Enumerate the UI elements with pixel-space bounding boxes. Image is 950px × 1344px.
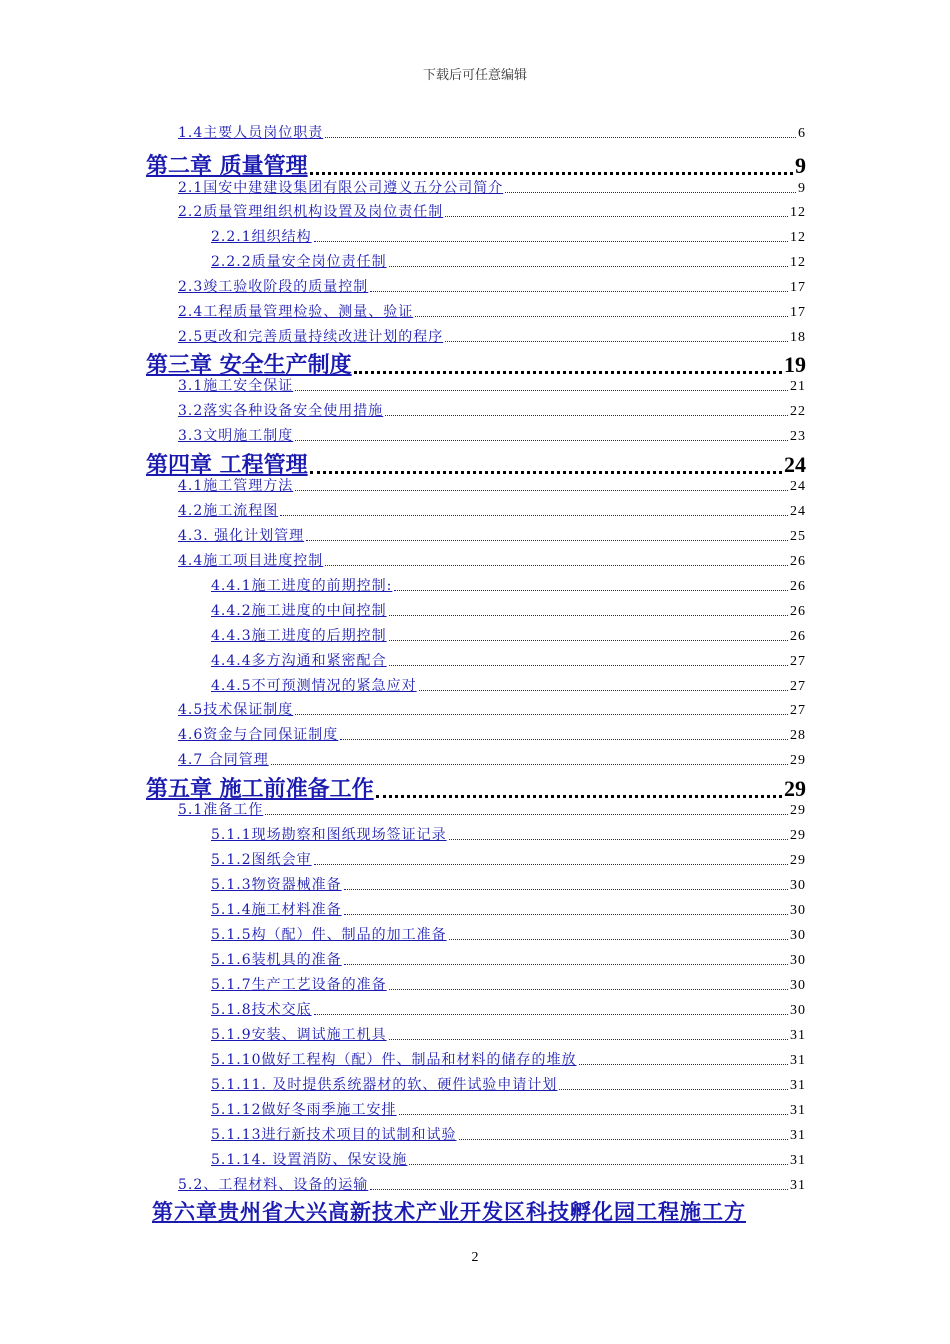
page-number: 2 — [471, 1250, 479, 1265]
toc-leader-dots — [271, 764, 788, 765]
toc-entry-page: 30 — [790, 978, 806, 993]
toc-entry-page: 29 — [790, 803, 806, 818]
toc-leader-dots — [394, 590, 788, 591]
toc-entry[interactable] — [211, 226, 806, 246]
toc-entry[interactable] — [178, 177, 806, 197]
toc-entry-title[interactable]: 4.3. 强化计划管理 — [178, 528, 305, 544]
toc-entry[interactable] — [178, 400, 806, 420]
toc-entry[interactable] — [178, 475, 806, 495]
toc-entry-page: 31 — [790, 1078, 806, 1093]
toc-entry-title[interactable]: 2.2.2质量安全岗位责任制 — [211, 254, 387, 270]
toc-entry[interactable] — [211, 251, 806, 271]
toc-entry-title[interactable]: 2.2.1组织结构 — [211, 229, 312, 245]
page-header: 下载后可任意编辑 — [422, 68, 527, 83]
toc-chapter-six-link[interactable]: 第六章贵州省大兴高新技术产业开发区科技孵化园工程施工方 — [152, 1199, 746, 1224]
toc-entry-page: 24 — [790, 479, 806, 494]
toc-entry-page: 27 — [790, 679, 806, 694]
toc-leader-dots — [306, 540, 788, 541]
toc-leader-dots — [354, 371, 782, 374]
toc-leader-dots — [310, 471, 782, 474]
toc-entry-title[interactable]: 3.2落实各种设备安全使用措施 — [178, 403, 384, 419]
toc-entry-title[interactable]: 5.1.4施工材料准备 — [211, 902, 342, 918]
toc-entry-title[interactable]: 1.4主要人员岗位职责 — [178, 125, 324, 141]
toc-leader-dots — [419, 690, 788, 691]
toc-leader-dots — [389, 665, 788, 666]
toc-leader-dots — [265, 814, 788, 815]
toc-leader-dots — [389, 266, 788, 267]
toc-entry-page: 29 — [784, 776, 806, 801]
toc-entry[interactable] — [211, 949, 806, 969]
toc-entry-title[interactable]: 4.4施工项目进度控制 — [178, 553, 324, 569]
toc-entry-title[interactable]: 5.1.8技术交底 — [211, 1002, 312, 1018]
toc-entry-title[interactable]: 3.3文明施工制度 — [178, 428, 294, 444]
toc-entry-page: 19 — [784, 352, 806, 377]
toc-leader-dots — [459, 1139, 788, 1140]
toc-entry-title[interactable]: 2.1国安中建建设集团有限公司遵义五分公司简介 — [178, 180, 504, 196]
toc-entry[interactable] — [146, 149, 806, 180]
toc-entry-title[interactable]: 4.4.5不可预测情况的紧急应对 — [211, 678, 417, 694]
toc-entry-page: 17 — [790, 280, 806, 295]
toc-entry-title[interactable]: 5.1.12做好冬雨季施工安排 — [211, 1102, 397, 1118]
toc-entry-title[interactable]: 5.1.9安装、调试施工机具 — [211, 1027, 387, 1043]
toc-leader-dots — [344, 914, 788, 915]
toc-leader-dots — [389, 640, 788, 641]
toc-entry-page: 17 — [790, 305, 806, 320]
toc-entry-page: 29 — [790, 853, 806, 868]
toc-entry[interactable] — [178, 525, 806, 545]
toc-entry-title[interactable]: 4.4.1施工进度的前期控制: — [211, 578, 393, 594]
toc-entry-title[interactable]: 2.5更改和完善质量持续改进计划的程序 — [178, 329, 444, 345]
toc-entry-title[interactable]: 5.1.14. 设置消防、保安设施 — [211, 1152, 408, 1168]
toc-leader-dots — [295, 440, 788, 441]
toc-leader-dots — [385, 415, 788, 416]
toc-entry[interactable] — [211, 974, 806, 994]
toc-leader-dots — [449, 839, 788, 840]
toc-entry-title[interactable]: 4.7 合同管理 — [178, 752, 269, 768]
toc-entry-page: 12 — [790, 230, 806, 245]
toc-entry-title[interactable]: 4.2施工流程图 — [178, 503, 279, 519]
toc-entry-title[interactable]: 5.1准备工作 — [178, 802, 264, 818]
toc-entry[interactable] — [211, 924, 806, 944]
toc-entry-page: 27 — [790, 654, 806, 669]
toc-entry[interactable] — [211, 600, 806, 620]
toc-entry-page: 9 — [795, 153, 806, 178]
toc-leader-dots — [399, 1114, 788, 1115]
toc-entry[interactable] — [211, 650, 806, 670]
toc-entry[interactable] — [178, 301, 806, 321]
toc-leader-dots — [445, 216, 788, 217]
toc-entry[interactable] — [178, 550, 806, 570]
toc-entry[interactable] — [211, 1099, 806, 1119]
toc-entry-page: 30 — [790, 953, 806, 968]
toc-entry-page: 25 — [790, 529, 806, 544]
toc-entry-page: 26 — [790, 579, 806, 594]
toc-entry-title[interactable]: 5.1.13进行新技术项目的试制和试验 — [211, 1127, 457, 1143]
toc-entry[interactable] — [178, 425, 806, 445]
toc-leader-dots — [389, 615, 788, 616]
toc-leader-dots — [295, 490, 788, 491]
toc-entry-page: 29 — [790, 828, 806, 843]
toc-entry-title[interactable]: 4.6资金与合同保证制度 — [178, 727, 339, 743]
toc-entry-page: 31 — [790, 1103, 806, 1118]
toc-leader-dots — [389, 989, 788, 990]
toc-leader-dots — [559, 1089, 788, 1090]
toc-entry-title[interactable]: 2.2质量管理组织机构设置及岗位责任制 — [178, 204, 444, 220]
toc-entry[interactable] — [178, 326, 806, 346]
toc-entry-page: 31 — [790, 1153, 806, 1168]
toc-leader-dots — [310, 172, 793, 175]
toc-leader-dots — [376, 795, 782, 798]
toc-entry[interactable] — [211, 899, 806, 919]
toc-entry[interactable] — [178, 201, 806, 221]
toc-leader-dots — [370, 1189, 788, 1190]
toc-entry-page: 28 — [790, 728, 806, 743]
toc-entry-page: 12 — [790, 255, 806, 270]
toc-entry-page: 21 — [790, 379, 806, 394]
toc-entry[interactable] — [178, 799, 806, 819]
toc-leader-dots — [325, 565, 788, 566]
toc-leader-dots — [505, 192, 796, 193]
toc-leader-dots — [314, 241, 788, 242]
toc-entry-page: 27 — [790, 703, 806, 718]
toc-entry-page: 31 — [790, 1028, 806, 1043]
toc-entry[interactable] — [178, 749, 806, 769]
toc-entry-title[interactable]: 5.2、工程材料、设备的运输 — [178, 1177, 369, 1193]
toc-entry[interactable] — [211, 1049, 806, 1069]
toc-entry-title[interactable]: 3.1施工安全保证 — [178, 378, 294, 394]
toc-entry-title[interactable]: 第二章 质量管理 — [146, 153, 308, 179]
toc-leader-dots — [415, 316, 788, 317]
toc-entry-title[interactable]: 5.1.10做好工程构（配）件、制品和材料的储存的堆放 — [211, 1052, 577, 1068]
toc-entry-page: 22 — [790, 404, 806, 419]
toc-entry-title[interactable]: 4.4.4多方沟通和紧密配合 — [211, 653, 387, 669]
toc-entry-page: 9 — [798, 181, 806, 196]
toc-entry-page: 18 — [790, 330, 806, 345]
toc-entry-page: 30 — [790, 1003, 806, 1018]
toc-entry-title[interactable]: 5.1.3物资器械准备 — [211, 877, 342, 893]
toc-entry[interactable] — [178, 500, 806, 520]
toc-leader-dots — [579, 1064, 788, 1065]
toc-leader-dots — [344, 964, 788, 965]
toc-leader-dots — [295, 714, 788, 715]
toc-entry[interactable] — [211, 1024, 806, 1044]
toc-entry-page: 30 — [790, 928, 806, 943]
toc-entry[interactable] — [211, 675, 806, 695]
toc-entry-page: 26 — [790, 554, 806, 569]
toc-leader-dots — [370, 291, 788, 292]
toc-leader-dots — [325, 137, 796, 138]
toc-leader-dots — [409, 1164, 788, 1165]
toc-entry-title[interactable]: 4.5技术保证制度 — [178, 702, 294, 718]
toc-leader-dots — [389, 1039, 788, 1040]
toc-entry-page: 30 — [790, 903, 806, 918]
toc-entry[interactable] — [178, 122, 806, 142]
toc-leader-dots — [445, 341, 788, 342]
toc-entry[interactable] — [211, 824, 806, 844]
toc-entry[interactable] — [211, 1124, 806, 1144]
toc-leader-dots — [314, 1014, 788, 1015]
toc-entry-page: 6 — [798, 126, 806, 141]
toc-entry[interactable] — [211, 1074, 806, 1094]
toc-entry-page: 24 — [784, 452, 806, 477]
toc-entry-page: 30 — [790, 878, 806, 893]
toc-entry-title[interactable]: 2.3竣工验收阶段的质量控制 — [178, 279, 369, 295]
toc-entry-title[interactable]: 第三章 安全生产制度 — [146, 352, 352, 378]
toc-entry-title[interactable]: 5.1.11. 及时提供系统器材的软、硬件试验申请计划 — [211, 1077, 558, 1093]
toc-entry-title[interactable]: 5.1.5构（配）件、制品的加工准备 — [211, 927, 447, 943]
toc-entry-title[interactable]: 4.1施工管理方法 — [178, 478, 294, 494]
toc-entry-title[interactable]: 5.1.7生产工艺设备的准备 — [211, 977, 387, 993]
toc-entry-title[interactable]: 4.4.3施工进度的后期控制 — [211, 628, 387, 644]
toc-entry[interactable] — [211, 849, 806, 869]
toc-entry[interactable] — [211, 999, 806, 1019]
toc-entry[interactable] — [211, 575, 806, 595]
toc-entry-page: 12 — [790, 205, 806, 220]
toc-leader-dots — [280, 515, 788, 516]
toc-entry-page: 23 — [790, 429, 806, 444]
toc-entry-page: 24 — [790, 504, 806, 519]
toc-entry-title[interactable]: 2.4工程质量管理检验、测量、验证 — [178, 304, 414, 320]
toc-entry[interactable] — [178, 699, 806, 719]
toc-entry[interactable] — [211, 874, 806, 894]
toc-entry-page: 31 — [790, 1128, 806, 1143]
toc-leader-dots — [314, 864, 788, 865]
toc-entry-title[interactable]: 第四章 工程管理 — [146, 452, 308, 478]
toc-entry[interactable] — [211, 1149, 806, 1169]
toc-entry-title[interactable]: 5.1.2图纸会审 — [211, 852, 312, 868]
toc-entry-title[interactable]: 5.1.6装机具的准备 — [211, 952, 342, 968]
toc-entry-title[interactable]: 4.4.2施工进度的中间控制 — [211, 603, 387, 619]
toc-leader-dots — [340, 739, 788, 740]
toc-entry-page: 31 — [790, 1053, 806, 1068]
toc-leader-dots — [295, 390, 788, 391]
toc-leader-dots — [344, 889, 788, 890]
toc-entry-page: 26 — [790, 604, 806, 619]
toc-leader-dots — [449, 939, 788, 940]
toc-entry-title[interactable]: 第五章 施工前准备工作 — [146, 776, 374, 802]
toc-entry[interactable] — [178, 276, 806, 296]
toc-entry[interactable] — [178, 375, 806, 395]
toc-entry[interactable] — [178, 724, 806, 744]
toc-entry[interactable] — [211, 625, 806, 645]
toc-entry[interactable] — [178, 1174, 806, 1194]
toc-entry-page: 29 — [790, 753, 806, 768]
toc-entry-title[interactable]: 5.1.1现场勘察和图纸现场签证记录 — [211, 827, 447, 843]
toc-entry-page: 31 — [790, 1178, 806, 1193]
toc-entry-page: 26 — [790, 629, 806, 644]
